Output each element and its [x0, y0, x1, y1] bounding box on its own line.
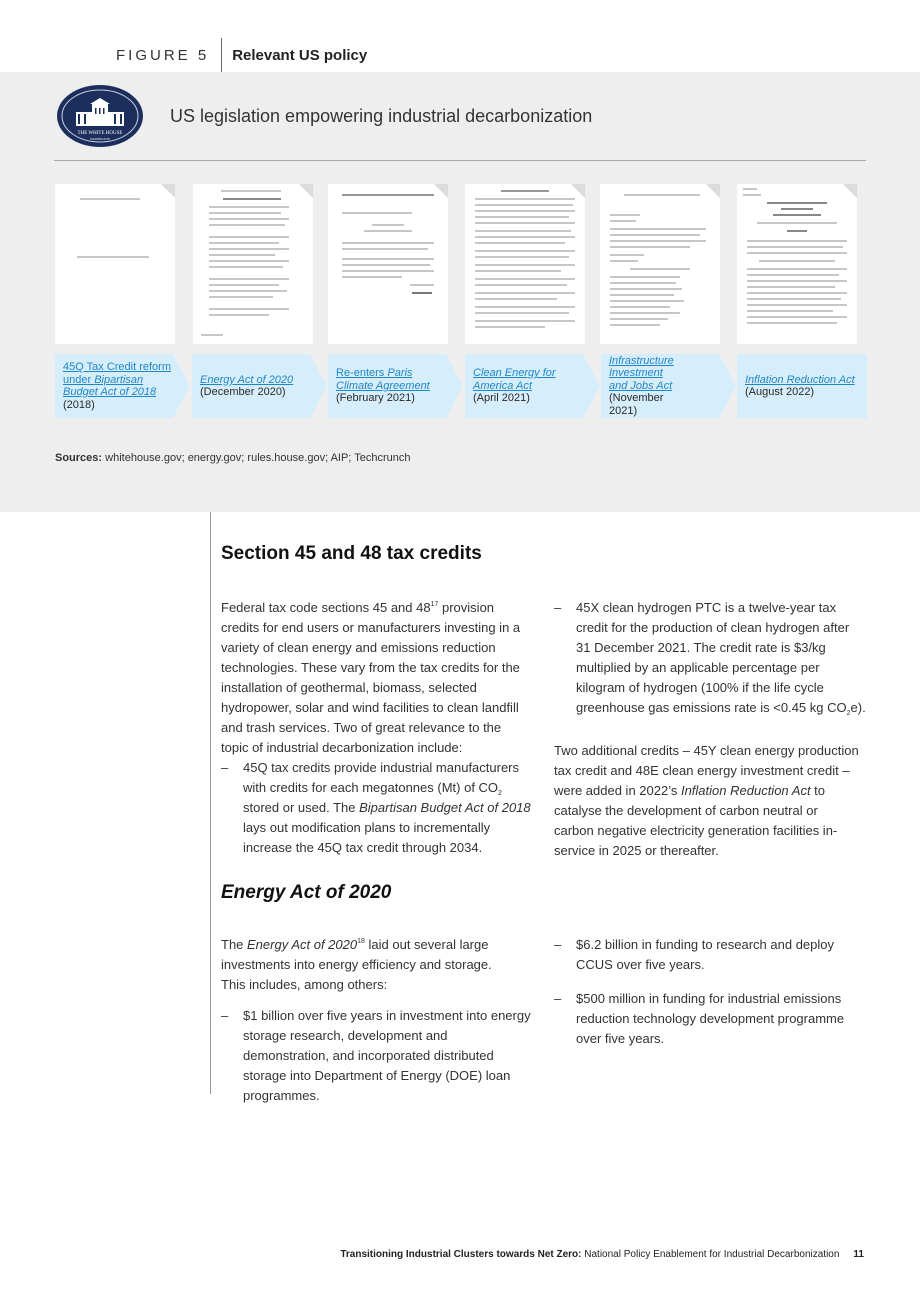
policy-timeline	[55, 354, 867, 418]
panel-subtitle: US legislation empowering industrial decarbonization	[170, 106, 593, 126]
document-thumbnail-2	[193, 184, 313, 344]
section1-intro: Federal tax code sections 45 and $48^{17}$ provision credits for end users or manufacturers investing in a variety of clean energy and emissions reduction technologies. These vary from the tax credits for the installation of geothermal, biomass, selected hydropower, solar and wind facilities to clean landfill and trash services. Two of great relevance to the topic of industrial decarbonization include:	[221, 600, 521, 755]
timeline-step	[601, 354, 736, 418]
timeline-date: (August 2022)	[745, 386, 815, 398]
timeline-step	[328, 354, 463, 418]
timeline-link[interactable]: Inflation Reduction Act	[745, 373, 855, 386]
timeline-link[interactable]: 45Q Tax Credit reform under Bipartisan Budget Act of 2018	[63, 361, 172, 398]
timeline-date: (April 2021)	[473, 392, 530, 405]
list-item: – $6.2 billion in funding to research and deploy CCUS over five years.	[554, 935, 866, 975]
svg-text:THE WHITE HOUSE: THE WHITE HOUSE	[77, 131, 123, 136]
list-item: – 45Q tax credits provide industrial manufacturers with credits for each megatonnes (Mt) of $CO_2$ stored or used. The Bipartisan Budget Act of 2018 lays out modification plans to incrementally increase the 45Q tax credit through 2034.	[221, 758, 533, 858]
section-heading: Energy Act of 2020	[221, 882, 392, 903]
timeline-link[interactable]: Energy Act of 2020	[200, 373, 294, 386]
section2-intro: The Energy Act of 2020$^{18}$ laid out several large investments into energy efficiency and storage. This includes, among others:	[221, 937, 492, 992]
list-item: – 45X clean hydrogen PTC is a twelve-year tax credit for the production of clean hydrogen after 31 December 2021. The credit rate is $3/kg multiplied by an applicable percentage per kilogram of hydrogen (100% if the life cycle greenhouse gas emissions rate is <0.45 kg $CO_2e$).	[554, 598, 866, 718]
section1-closing: Two additional credits – 45Y clean energy production tax credit and 48E clean energy investment credit – were added in 2022’s Inflation Reduction Act to catalyse the development of carbon neutral or carbon negative electricity generation facilities in-service in 2025 or thereafter.	[554, 743, 859, 858]
timeline-date: (December 2020)	[200, 386, 286, 398]
footer-title: Transitioning Industrial Clusters towards Net Zero: National Policy Enablement for Industrial Decarbonization	[340, 1249, 840, 1260]
timeline-step	[465, 354, 600, 418]
figure-divider	[221, 38, 222, 72]
document-thumbnail-6	[737, 184, 857, 344]
page-footer	[340, 1249, 864, 1260]
timeline-date: (November 2021)	[609, 392, 664, 417]
sources-note: Sources: whitehouse.gov; energy.gov; rules.house.gov; AIP; Techcrunch	[55, 452, 411, 464]
document-thumbnail-3	[328, 184, 448, 344]
timeline-date: (2018)	[63, 398, 95, 411]
svg-text:WASHINGTON: WASHINGTON	[90, 137, 110, 141]
timeline-step	[192, 354, 327, 418]
figure-label: FIGURE 5	[116, 46, 210, 64]
section-heading: Section 45 and 48 tax credits	[221, 543, 482, 564]
left-margin-rule	[210, 512, 211, 1094]
timeline-step	[55, 354, 190, 418]
figure-header	[116, 38, 367, 72]
document-thumbnails	[55, 184, 867, 344]
page-number: 11	[853, 1249, 864, 1260]
document-thumbnail-4	[465, 184, 585, 344]
white-house-seal-icon	[56, 84, 144, 148]
panel-divider	[54, 160, 866, 161]
timeline-link[interactable]: Infrastructure Investment and Jobs Act	[609, 354, 674, 392]
timeline-link[interactable]: Re-enters Paris Climate Agreement	[336, 367, 430, 392]
list-item: – $500 million in funding for industrial emissions reduction technology development programme over five years.	[554, 989, 866, 1049]
figure-title: Relevant US policy	[232, 46, 368, 64]
timeline-link[interactable]: Clean Energy for America Act	[473, 367, 556, 392]
timeline-step	[737, 354, 867, 418]
document-thumbnail-5	[600, 184, 720, 344]
document-thumbnail-1	[55, 184, 175, 344]
timeline-date: (February 2021)	[336, 392, 415, 405]
list-item: – $1 billion over five years in investment into energy storage research, development and demonstration, and incorporated distributed storage into Department of Energy (DOE) loan programmes.	[221, 1006, 533, 1106]
